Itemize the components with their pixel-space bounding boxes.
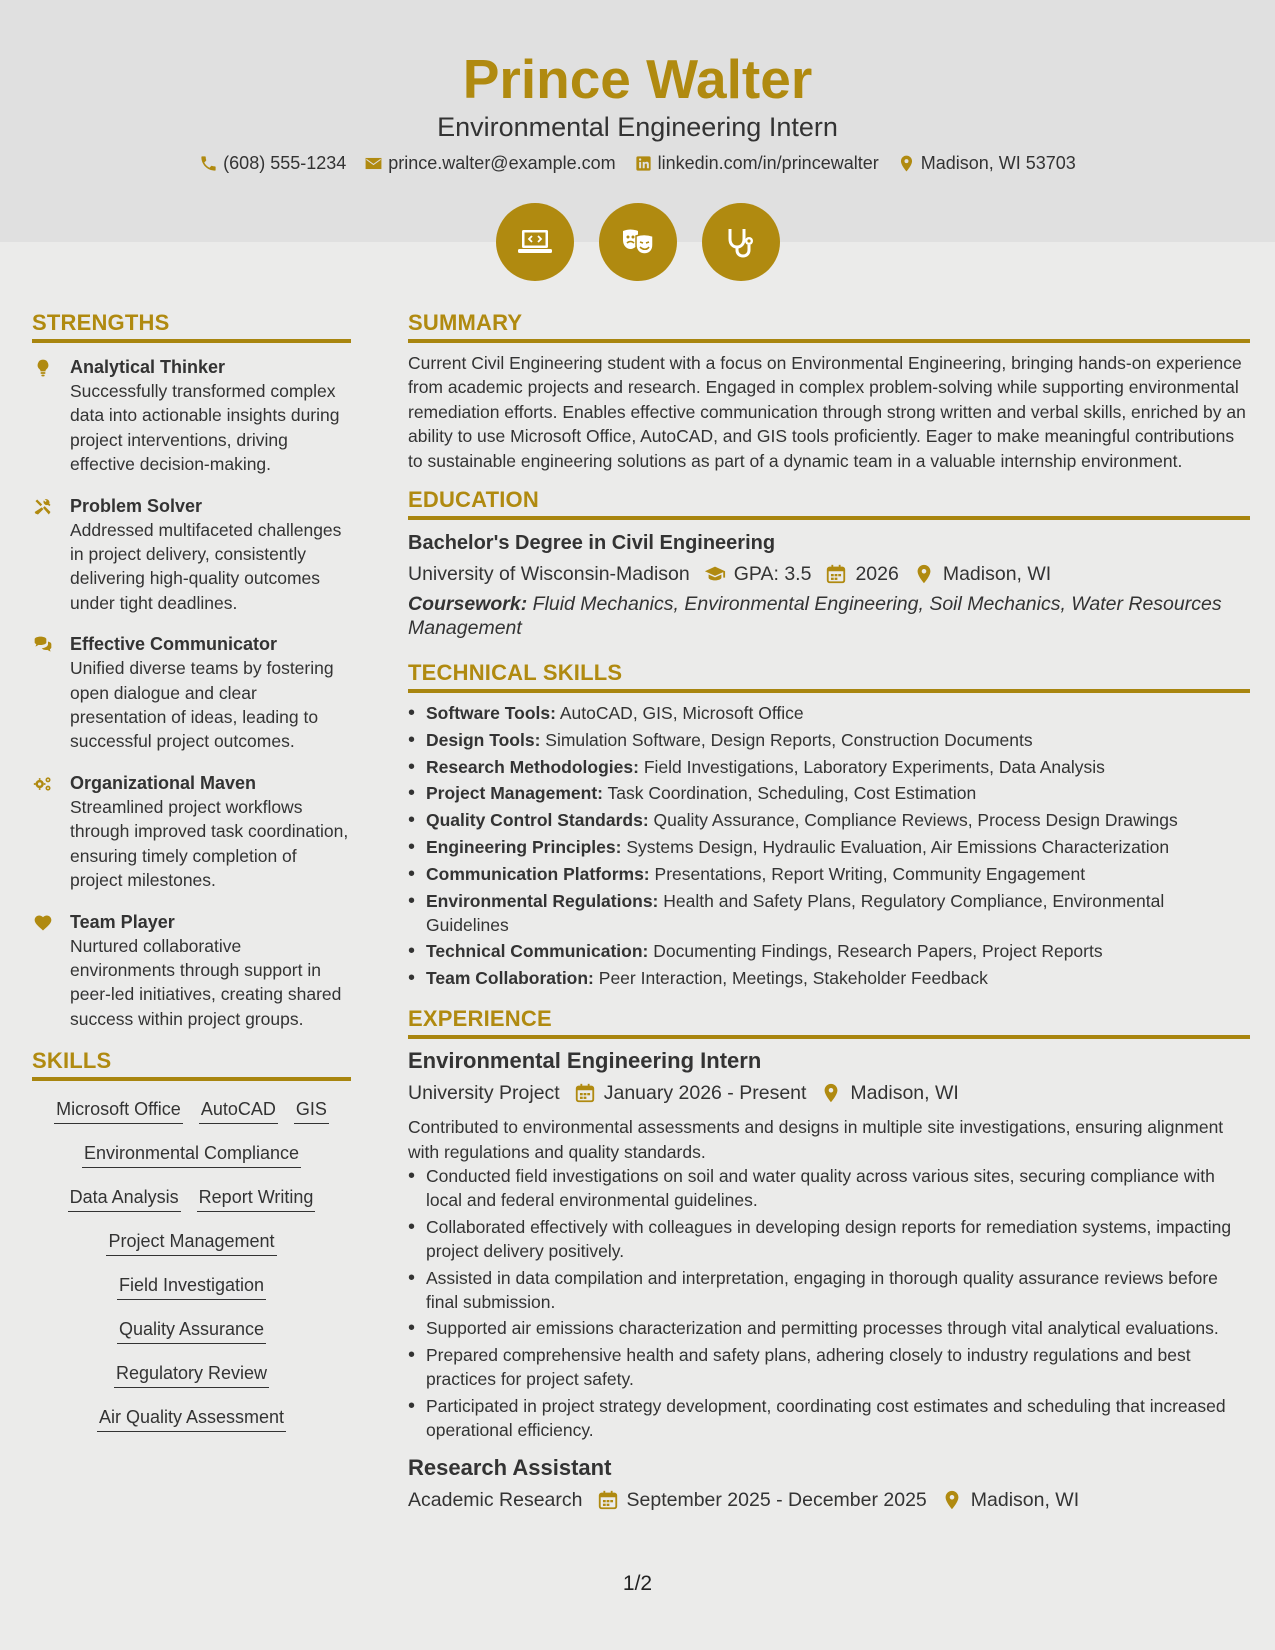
job-dates: September 2025 - December 2025: [626, 1489, 927, 1512]
list-item: • Prepared comprehensive health and safety plans, adhering closely to industry regulations and best practices for project safety.: [408, 1343, 1250, 1392]
list-item: • Research Methodologies: Field Investigations, Laboratory Experiments, Data Analysis: [408, 755, 1250, 779]
job-org: University Project: [408, 1082, 560, 1105]
phone-text: (608) 555-1234: [223, 153, 347, 173]
strength-title: Team Player: [70, 911, 175, 932]
laptop-code-badge: [496, 203, 574, 281]
list-item: • Engineering Principles: Systems Design, Hydraulic Evaluation, Air Emissions Characterization: [408, 835, 1250, 859]
list-item: • Collaborated effectively with colleagues in developing design reports for remediation systems, impacting project delivery positively.: [408, 1215, 1250, 1264]
linkedin-text: linkedin.com/in/princewalter: [657, 153, 879, 173]
coursework: [408, 592, 1250, 640]
email-text: prince.walter@example.com: [388, 153, 616, 173]
skills-heading: SKILLS: [32, 1048, 351, 1081]
list-item: • Assisted in data compilation and interpretation, engaging in thorough quality assurance reviews before final submission.: [408, 1266, 1250, 1315]
strengths-heading: STRENGTHS: [32, 310, 351, 343]
skill-tag: Environmental Compliance: [82, 1141, 301, 1168]
degree-title: Bachelor's Degree in Civil Engineering: [408, 532, 776, 555]
list-item: • Environmental Regulations: Health and Safety Plans, Regulatory Compliance, Environmental Guidelines: [408, 889, 1250, 937]
list-item: • Project Management: Task Coordination, Scheduling, Cost Estimation: [408, 781, 1250, 805]
list-item: • Software Tools: AutoCAD, GIS, Microsoft Office: [408, 701, 1250, 725]
candidate-name: Prince Walter: [462, 48, 813, 110]
strengths-list: [32, 355, 351, 1031]
list-item: • Supported air emissions characterization and permitting processes through vital analytical evaluations.: [408, 1316, 1250, 1340]
right-column: [408, 310, 1250, 1514]
education-heading: EDUCATION: [408, 487, 1250, 520]
skill-tag: GIS: [294, 1097, 329, 1124]
left-column: [32, 310, 351, 1449]
strength-desc: Streamlined project workflows through improved task coordination, ensuring timely completion of project milestones.: [70, 796, 349, 891]
job-bullets: [408, 1164, 1250, 1442]
list-item: • Participated in project strategy development, coordinating cost estimates and scheduling that increased operational efficiency.: [408, 1394, 1250, 1443]
strength-item: [32, 910, 351, 1032]
location-text: Madison, WI 53703: [920, 153, 1076, 173]
skill-tag: Quality Assurance: [117, 1317, 266, 1344]
strength-title: Analytical Thinker: [70, 357, 226, 377]
skill-tag: Data Analysis: [68, 1185, 181, 1212]
strength-title: Organizational Maven: [70, 772, 257, 793]
strength-title: Effective Communicator: [70, 634, 278, 655]
strength-item: [32, 632, 351, 754]
job-title: Environmental Engineering Intern: [408, 1048, 762, 1074]
strength-desc: Addressed multifaceted challenges in project delivery, consistently delivering high-quality outcomes under tight deadlines.: [70, 519, 342, 613]
stethoscope-badge: [702, 203, 780, 281]
list-item: • Design Tools: Simulation Software, Design Reports, Construction Documents: [408, 728, 1250, 752]
education-meta: [408, 560, 1250, 588]
skill-tag: Microsoft Office: [54, 1097, 183, 1124]
graduation-cap-icon: [704, 563, 726, 585]
school-name: University of Wisconsin-Madison: [408, 563, 690, 586]
heart-icon: [32, 913, 54, 933]
list-item: • Team Collaboration: Peer Interaction, Meetings, Stakeholder Feedback: [408, 966, 1250, 990]
theater-masks-badge: [599, 203, 677, 281]
skill-tag: Air Quality Assessment: [97, 1405, 286, 1432]
cogs-icon: [32, 774, 54, 794]
technical-skills-heading: TECHNICAL SKILLS: [408, 660, 1250, 693]
summary-heading: SUMMARY: [408, 310, 1250, 343]
list-item: • Conducted field investigations on soil and water quality across various sites, securing compliance with local and federal environmental guidelines.: [408, 1164, 1250, 1213]
experience-heading: EXPERIENCE: [408, 1006, 1250, 1039]
school-location: Madison, WI: [942, 563, 1052, 586]
skill-tag: Project Management: [106, 1229, 276, 1256]
envelope-icon: [364, 154, 383, 173]
job-title: Research Assistant: [408, 1455, 612, 1481]
theater-masks-icon: [618, 222, 658, 262]
candidate-role: Environmental Engineering Intern: [437, 112, 838, 142]
strength-desc: Successfully transformed complex data into actionable insights during project interventions, driving effective decision-making.: [70, 381, 340, 475]
strength-desc: Nurtured collaborative environments through support in peer-led initiatives, creating shared success within project groups.: [70, 935, 342, 1029]
coursework-label: Coursework:: [408, 593, 528, 616]
skill-tag: Field Investigation: [117, 1273, 266, 1300]
technical-skills-list: [408, 701, 1250, 990]
job-dates: January 2026 - Present: [603, 1082, 807, 1105]
interest-badges: [0, 203, 1275, 281]
skills-list: [32, 1089, 351, 1432]
map-marker-icon: [913, 563, 935, 585]
lightbulb-icon: [32, 358, 54, 378]
page-number: 1/2: [622, 1572, 653, 1595]
coursework-text: Fluid Mechanics, Environmental Engineering, Soil Mechanics, Water Resources Management: [408, 593, 1222, 640]
comments-icon: [32, 635, 54, 655]
job-org: Academic Research: [408, 1489, 583, 1512]
list-item: • Technical Communication: Documenting Findings, Research Papers, Project Reports: [408, 939, 1250, 963]
skill-tag: AutoCAD: [199, 1097, 278, 1124]
strength-item: [32, 494, 351, 616]
map-marker-icon: [941, 1489, 963, 1511]
stethoscope-icon: [721, 222, 761, 262]
summary-text: Current Civil Engineering student with a focus on Environmental Engineering, bringing hands-on experience from academic projects and research. Engaged in complex problem-solving while supporting environmental remediation efforts. Enables effective communication through strong written and verbal skills, enriched by an ability to use Microsoft Office, AutoCAD, and GIS tools proficiently. Eager to make meaningful contributions to sustainable engineering solutions as part of a dynamic team in a valuable internship environment.: [408, 353, 1246, 471]
job-location: Madison, WI: [850, 1082, 959, 1105]
phone-icon: [199, 154, 218, 173]
strength-desc: Unified diverse teams by fostering open dialogue and clear presentation of ideas, leading to successful project outcomes.: [70, 658, 334, 752]
tools-icon: [32, 497, 54, 517]
gpa-text: GPA: 3.5: [733, 563, 812, 586]
job-intro: Contributed to environmental assessments and designs in multiple site investigations, ensuring alignment with regulations and quality standards.: [408, 1117, 1224, 1162]
strength-title: Problem Solver: [70, 495, 203, 516]
skill-tag: Report Writing: [197, 1185, 316, 1212]
laptop-code-icon: [515, 222, 555, 262]
calendar-icon: [597, 1489, 619, 1511]
graduation-year: 2026: [855, 563, 899, 586]
strength-item: [32, 771, 351, 893]
linkedin-icon: [634, 154, 653, 173]
calendar-icon: [574, 1082, 596, 1104]
map-marker-icon: [820, 1082, 842, 1104]
map-marker-icon: [897, 154, 916, 173]
job-meta: [408, 1486, 1250, 1514]
job-location: Madison, WI: [970, 1489, 1080, 1512]
contact-phone[interactable]: [199, 150, 346, 176]
contact-bar: [0, 150, 1275, 176]
calendar-icon: [825, 563, 847, 585]
list-item: • Quality Control Standards: Quality Assurance, Compliance Reviews, Process Design Drawings: [408, 808, 1250, 832]
contact-location: [897, 150, 1076, 176]
job-meta: [408, 1079, 1250, 1107]
skill-tag: Regulatory Review: [114, 1361, 269, 1388]
strength-item: [32, 355, 351, 477]
contact-linkedin[interactable]: [634, 150, 879, 176]
list-item: • Communication Platforms: Presentations, Report Writing, Community Engagement: [408, 862, 1250, 886]
contact-email[interactable]: [364, 150, 615, 176]
